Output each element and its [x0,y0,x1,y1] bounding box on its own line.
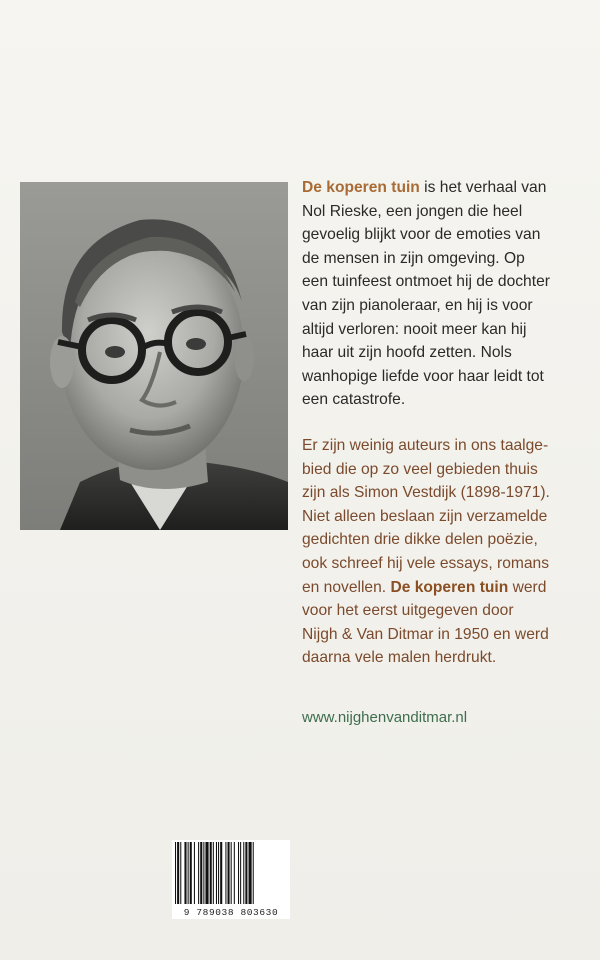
author-line [302,576,594,600]
barcode-bar [188,842,189,904]
barcode-bar [231,842,232,904]
synopsis-line: gevoelig blijkt voor de emoties van [302,226,541,244]
barcode-bar [198,842,199,904]
publisher-website-link[interactable]: www.nijghenvanditmar.nl [302,709,468,726]
barcode-bar [245,842,247,904]
author-line: Er zijn weinig auteurs in ons taalge- [302,436,549,454]
synopsis-line-rest: is het verhaal van [419,179,547,196]
barcode-bar [190,842,192,904]
isbn-barcode [172,840,290,910]
barcode-bar [180,842,181,904]
barcode-bar [234,842,235,904]
title-highlight: De koperen tuin [390,578,509,596]
synopsis-line: de mensen in zijn omgeving. Op [302,249,525,267]
barcode-bar [228,842,230,904]
synopsis-line: van zijn pianoleraar, en hij is voor [302,296,533,314]
blurb-text [302,176,594,670]
barcode-bar [177,842,179,904]
author-portrait-photo [20,182,288,530]
isbn-number: 9 789038 803630 [172,907,290,919]
author-paragraph [302,434,594,670]
barcode-bar [220,842,222,904]
barcode-bar [240,842,241,904]
synopsis-line: Nol Rieske, een jongen die heel [302,202,523,220]
barcode-bar [238,842,239,904]
synopsis-line: wanhopige liefde voor haar leidt tot [302,367,544,385]
barcode-bar [213,842,214,904]
author-line: ook schreef hij vele essays, romans [302,554,550,572]
synopsis-paragraph [302,176,594,412]
synopsis-line: een catastrofe. [302,391,406,409]
author-line-start: en novellen. [302,578,391,596]
author-line: Niet alleen beslaan zijn verzamelde [302,507,548,525]
barcode-bar [205,842,208,904]
author-line: daarna vele malen herdrukt. [302,649,497,667]
barcode-bar [216,842,217,904]
barcode-bar [200,842,202,904]
barcode-bar [253,842,254,904]
author-line: gedichten drie dikke delen poëzie, [302,531,538,549]
synopsis-line: altijd verloren: nooit meer kan hij [302,320,527,338]
barcode-bar [218,842,219,904]
author-line: zijn als Simon Vestdijk (1898-1971). [302,484,550,502]
barcode-bar [225,842,226,904]
synopsis-line: haar uit zijn hoofd zetten. Nols [302,344,512,362]
author-line: bied die op zo veel gebieden thuis [302,460,538,478]
author-line: voor het eerst uitgegeven door [302,602,514,620]
barcode-bar [203,842,204,904]
synopsis-line [302,176,594,200]
barcode-bar [175,842,176,904]
barcode-bar [194,842,195,904]
barcode-bar [210,842,212,904]
synopsis-line: een tuinfeest ontmoet hij de dochter [302,273,550,291]
title-highlight: De koperen tuin [302,179,420,196]
author-line: Nijgh & Van Ditmar in 1950 en werd [302,625,549,643]
barcode-bar [243,842,244,904]
author-line-end: werd [508,578,547,596]
barcode-bar [184,842,186,904]
barcode-bar [249,842,252,904]
